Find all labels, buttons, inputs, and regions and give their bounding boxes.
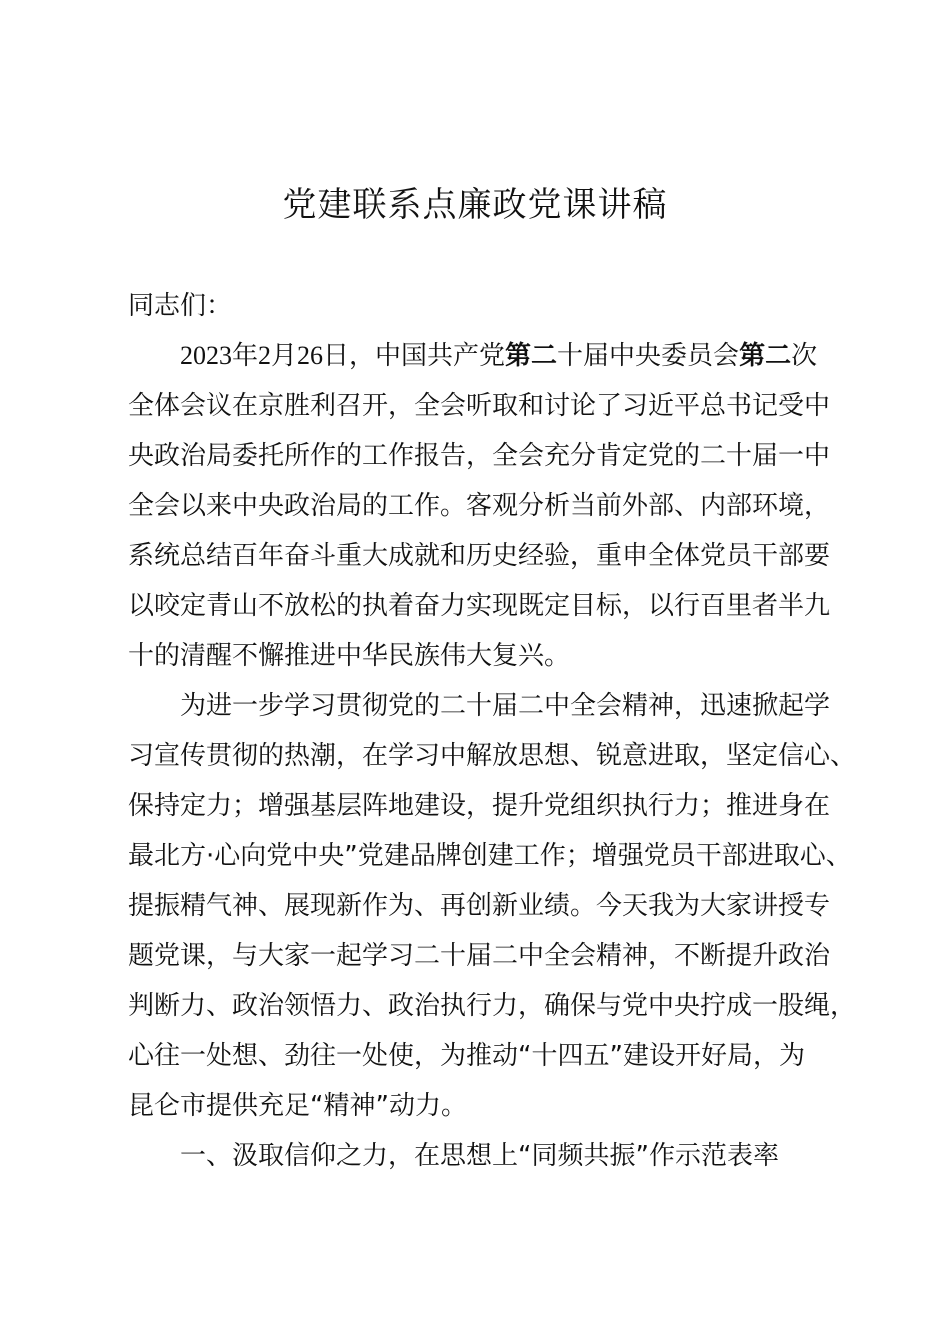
- paragraph-1-line: 十的清醒不懈推进中华民族伟大复兴。: [128, 641, 571, 671]
- paragraph-1-bold-a: 第二: [505, 341, 558, 371]
- document-body: [128, 281, 857, 1181]
- paragraph-1: [128, 331, 834, 681]
- document-title: 党建联系点廉政党课讲稿: [282, 185, 668, 225]
- paragraph-2-line: 保持定力；增强基层阵地建设，提升党组织执行力；推进身在: [128, 791, 831, 821]
- paragraph-1-date: 2023年2月26日，: [180, 341, 376, 370]
- paragraph-2-line: 题党课，与大家一起学习二十届二中全会精神，不断提升政治: [128, 941, 831, 971]
- paragraph-1-text-a: 中国共产党: [375, 341, 506, 371]
- section-heading-1: 一、汲取信仰之力，在思想上“同频共振”作示范表率: [180, 1141, 779, 1171]
- paragraph-2-line: 最北方·心向党中央”党建品牌创建工作；增强党员干部进取心、: [128, 841, 852, 871]
- paragraph-2-line: 判断力、政治领悟力、政治执行力，确保与党中央拧成一股绳，: [128, 991, 857, 1021]
- paragraph-1-line: 全会以来中央政治局的工作。客观分析当前外部、内部环境，: [128, 491, 831, 521]
- paragraph-1-bold-b: 第二: [739, 341, 792, 371]
- paragraph-2-line: 昆仑市提供充足“精神”动力。: [128, 1091, 467, 1121]
- paragraph-2-line: 提振精气神、展现新作为、再创新业绩。今天我为大家讲授专: [128, 891, 831, 921]
- paragraph-2-line: 为进一步学习贯彻党的二十届二中全会精神，迅速掀起学: [180, 691, 831, 721]
- paragraph-1-text-c: 次: [791, 341, 818, 371]
- paragraph-2-line: 习宣传贯彻的热潮，在学习中解放思想、锐意进取，坚定信心、: [128, 741, 857, 771]
- paragraph-1-line: 央政治局委托所作的工作报告，全会充分肯定党的二十届一中: [128, 441, 831, 471]
- paragraph-1-line: 以咬定青山不放松的执着奋力实现既定目标，以行百里者半九: [128, 591, 831, 621]
- paragraph-1-text-b: 十届中央委员会: [557, 341, 740, 371]
- paragraph-2: [128, 681, 857, 1131]
- paragraph-1-line-1: [128, 331, 834, 381]
- salutation: 同志们：: [128, 291, 233, 321]
- paragraph-1-line: 系统总结百年奋斗重大成就和历史经验，重申全体党员干部要: [128, 541, 831, 571]
- paragraph-1-line: 全体会议在京胜利召开，全会听取和讨论了习近平总书记受中: [128, 391, 831, 421]
- paragraph-2-line: 心往一处想、劲往一处使，为推动“十四五”建设开好局，为: [128, 1041, 805, 1071]
